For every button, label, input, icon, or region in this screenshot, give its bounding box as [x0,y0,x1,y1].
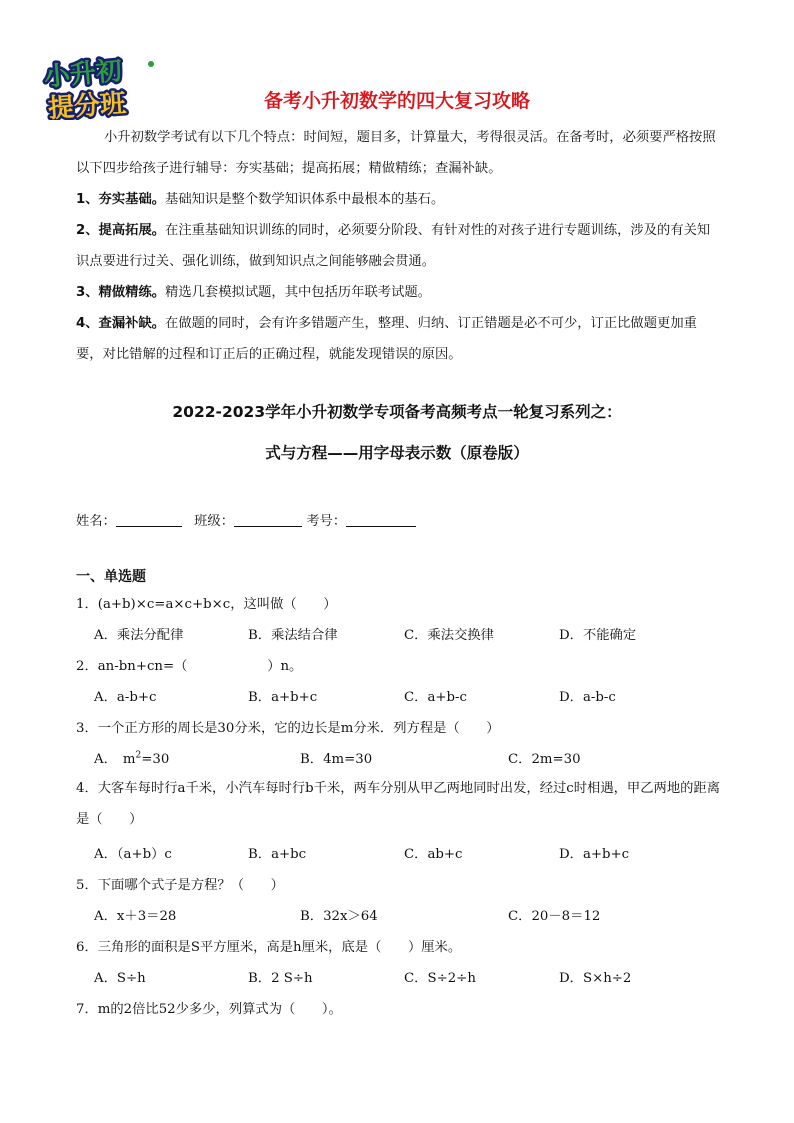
option[interactable]: B．a+b+c [248,690,318,705]
option[interactable]: C．20－8＝12 [508,909,601,924]
option[interactable]: D．a-b-c [559,690,616,705]
name-blank[interactable] [116,512,182,527]
option[interactable]: A．S÷h [94,971,146,986]
tip-text: 精选几套模拟试题，其中包括历年联考试题。 [165,285,431,300]
question-stem: 2．an-bn+cn=（ ）n。 [76,659,303,674]
option-row [94,967,734,987]
class-label: 班级： [194,514,235,529]
exam-no-blank[interactable] [346,512,416,527]
logo-line2: 提分班 [47,88,128,120]
option-row [94,905,734,925]
option[interactable] [94,748,169,767]
exam-topic-title: 式与方程——用字母表示数（原卷版） [265,444,529,462]
question-stem: 5．下面哪个式子是方程？（ ） [76,878,284,893]
tip-item [76,277,722,308]
tip-text: 基础知识是整个数学知识体系中最根本的基石。 [165,192,445,207]
question-stem: 6．三角形的面积是S平方厘米，高是h厘米，底是（ ）厘米。 [76,940,462,955]
question-stem: 4．大客车每时行a千米，小汽车每时行b千米，两车分别从甲乙两地同时出发，经过c时相遇，甲乙两地的距离是（ ） [76,781,721,827]
option-base: m [122,752,136,767]
tip-item [76,184,722,215]
logo-line1: 小升初 [42,56,124,93]
exponent: 2 [135,750,142,761]
option[interactable]: B．乘法结合律 [248,628,338,643]
question-stem: 7．m的2倍比52少多少，列算式为（ ）。 [76,1002,342,1017]
tip-text: 在注重基础知识训练的同时，必须要分阶段、有针对性的对孩子进行专题训练，涉及的有关知识点要进行过关、强化训练，做到知识点之间能够融会贯通。 [76,223,711,269]
option[interactable]: A．x＋3＝28 [94,909,177,924]
option-text: =30 [141,752,170,767]
question-stem: 1．(a+b)×c=a×c+b×c，这叫做（ ） [76,597,337,612]
intro-paragraph: 小升初数学考试有以下几个特点：时间短，题目多，计算量大，考得很灵活。在备考时，必须要严格按照以下四步给孩子进行辅导：夯实基础；提高拓展；精做精练；查漏补缺。 [76,130,716,176]
option[interactable]: B．2 S÷h [248,971,313,986]
tip-heading: 4、查漏补缺。 [76,316,166,331]
tip-item [76,308,722,370]
option[interactable]: B．4m=30 [300,752,373,767]
tip-text: 在做题的同时，会有许多错题产生，整理、归纳、订正错题是必不可少，订正比做题更加重要，对比错解的过程和订正后的正确过程，就能发现错误的原因。 [76,316,697,362]
option[interactable]: C．S÷2÷h [404,971,476,986]
option[interactable]: C．a+b-c [404,690,467,705]
option-row [94,748,734,768]
class-blank[interactable] [234,512,302,527]
option-row [94,843,734,863]
review-tips [76,122,722,370]
student-info [76,510,416,529]
option[interactable]: B．a+bc [248,847,307,862]
tip-heading: 1、夯实基础。 [76,192,166,207]
tip-heading: 2、提高拓展。 [76,223,166,238]
logo-dot [148,61,154,67]
exam-no-label: 考号： [306,514,347,529]
exam-series-title: 2022-2023学年小升初数学专项备考高频考点一轮复习系列之： [172,403,622,421]
option[interactable]: D．a+b+c [559,847,630,862]
option[interactable]: C．2m=30 [508,752,581,767]
question-stem: 3．一个正方形的周长是30分米，它的边长是m分米．列方程是（ ） [76,721,500,736]
option-row [94,686,734,706]
option[interactable]: B．32x＞64 [300,909,378,924]
option[interactable]: A．（a+b）c [94,847,172,862]
option[interactable]: A．a-b+c [94,690,157,705]
option-row [94,624,734,644]
option[interactable]: C．乘法交换律 [404,628,494,643]
option[interactable]: A．乘法分配律 [94,628,184,643]
tip-item [76,215,722,277]
option[interactable]: C．ab+c [404,847,463,862]
option[interactable]: D．S×h÷2 [559,971,632,986]
tip-heading: 3、精做精练。 [76,285,166,300]
option-letter: A． [94,752,117,767]
option[interactable]: D．不能确定 [559,628,637,643]
name-label: 姓名： [76,514,116,529]
section-title: 一、单选题 [76,569,146,585]
page-title: 备考小升初数学的四大复习攻略 [263,90,530,112]
